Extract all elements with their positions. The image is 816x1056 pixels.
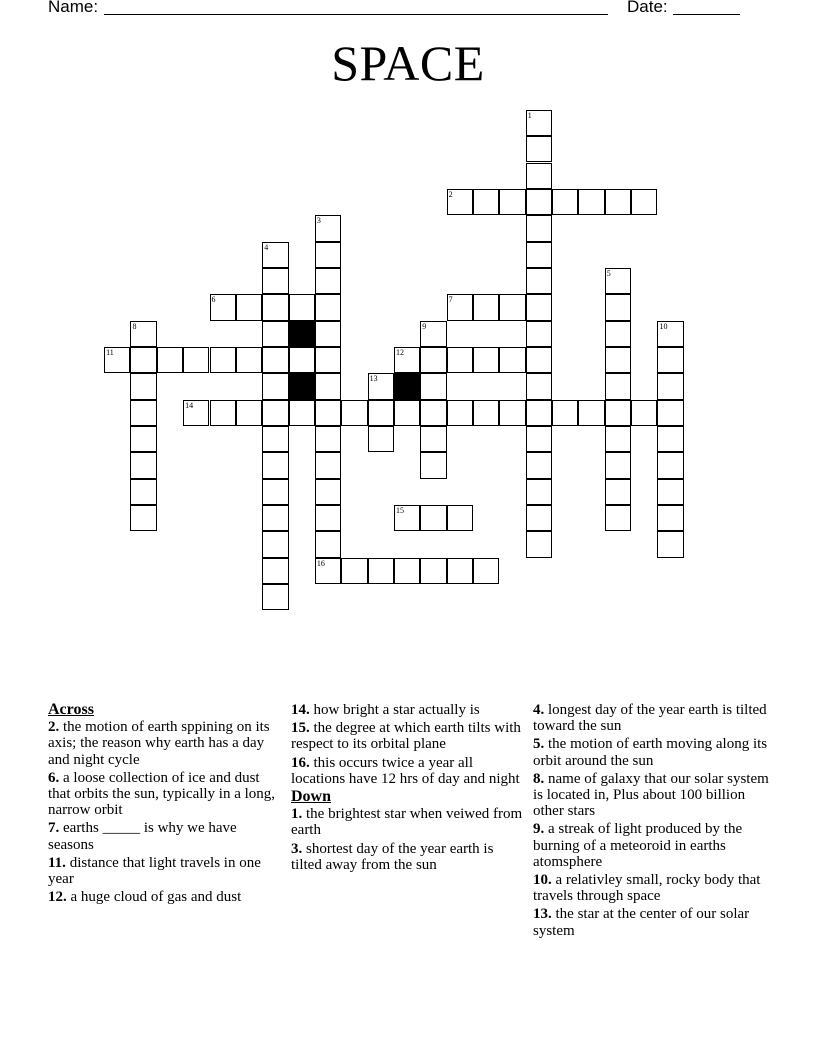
clue-item xyxy=(291,702,527,718)
crossword-cell[interactable] xyxy=(368,426,394,452)
crossword-cell[interactable] xyxy=(552,189,578,215)
clue-number: 10. xyxy=(533,872,552,889)
clue-number: 9 xyxy=(422,321,427,331)
crossword-cell[interactable] xyxy=(657,321,683,347)
clue-text: the degree at which earth tilts with respect to its orbital plane xyxy=(291,720,521,753)
black-square xyxy=(394,373,420,399)
crossword-cell[interactable] xyxy=(526,426,552,452)
clue-item xyxy=(48,820,284,852)
clue-item xyxy=(48,770,284,819)
crossword-cell[interactable] xyxy=(499,400,525,426)
crossword-cell[interactable] xyxy=(315,294,341,320)
clue-number: 5. xyxy=(533,736,545,753)
clue-item xyxy=(48,855,284,887)
clue-text: the brightest star when veiwed from earth xyxy=(291,806,523,839)
clue-item xyxy=(533,736,769,768)
crossword-cell[interactable] xyxy=(130,321,156,347)
crossword-cell[interactable] xyxy=(473,400,499,426)
crossword-cell[interactable] xyxy=(447,400,473,426)
crossword-cell[interactable] xyxy=(236,294,262,320)
crossword-cell[interactable] xyxy=(473,558,499,584)
crossword-cell[interactable] xyxy=(315,531,341,557)
crossword-cell[interactable] xyxy=(262,400,288,426)
clue-number: 6. xyxy=(48,769,60,786)
crossword-cell[interactable] xyxy=(130,452,156,478)
crossword-cell[interactable] xyxy=(499,294,525,320)
crossword-cell[interactable] xyxy=(657,531,683,557)
crossword-cell[interactable] xyxy=(262,294,288,320)
crossword-cell[interactable] xyxy=(262,268,288,294)
crossword-cell[interactable] xyxy=(262,426,288,452)
crossword-cell[interactable] xyxy=(420,452,446,478)
crossword-cell[interactable] xyxy=(447,505,473,531)
clue-item xyxy=(533,771,769,820)
crossword-cell[interactable] xyxy=(526,373,552,399)
clue-number: 14 xyxy=(185,400,194,410)
clue-number: 1 xyxy=(527,110,532,120)
crossword-cell[interactable] xyxy=(130,373,156,399)
crossword-cell[interactable] xyxy=(210,294,236,320)
crossword-cell[interactable] xyxy=(368,400,394,426)
clue-number: 5 xyxy=(606,268,611,278)
crossword-cell[interactable] xyxy=(631,400,657,426)
crossword-cell[interactable] xyxy=(315,321,341,347)
clue-number: 7. xyxy=(48,820,60,837)
crossword-cell[interactable] xyxy=(526,452,552,478)
clue-text: how bright a star actually is xyxy=(309,702,480,718)
crossword-cell[interactable] xyxy=(605,294,631,320)
crossword-cell[interactable] xyxy=(210,400,236,426)
crossword-cell[interactable] xyxy=(526,163,552,189)
crossword-cell[interactable] xyxy=(130,347,156,373)
crossword-cell[interactable] xyxy=(657,373,683,399)
crossword-cell[interactable] xyxy=(657,479,683,505)
clue-number: 9. xyxy=(533,821,545,838)
crossword-cell[interactable] xyxy=(605,189,631,215)
crossword-cell[interactable] xyxy=(315,373,341,399)
clue-number: 13. xyxy=(533,906,552,923)
crossword-cell[interactable] xyxy=(420,505,446,531)
clue-item xyxy=(291,806,527,838)
clue-text: distance that light travels in one year xyxy=(48,854,261,888)
crossword-cell[interactable] xyxy=(657,400,683,426)
crossword-cell[interactable] xyxy=(578,189,604,215)
crossword-cell[interactable] xyxy=(104,347,130,373)
clue-item xyxy=(48,719,284,768)
crossword-cell[interactable] xyxy=(605,268,631,294)
crossword-cell[interactable] xyxy=(368,373,394,399)
crossword-cell[interactable] xyxy=(210,347,236,373)
crossword-cell[interactable] xyxy=(657,347,683,373)
crossword-cell[interactable] xyxy=(526,531,552,557)
crossword-cell[interactable] xyxy=(552,400,578,426)
clue-text: a loose collection of ice and dust that orbits the sun, typically in a long, narrow orbit xyxy=(48,769,276,819)
crossword-cell[interactable] xyxy=(526,189,552,215)
clue-number: 3. xyxy=(291,840,303,857)
crossword-cell[interactable] xyxy=(262,531,288,557)
crossword-cell[interactable] xyxy=(262,321,288,347)
crossword-cell[interactable] xyxy=(657,426,683,452)
clue-number: 15. xyxy=(291,720,310,737)
crossword-cell[interactable] xyxy=(315,215,341,241)
clue-number: 4. xyxy=(533,702,545,718)
across-heading: Across xyxy=(48,701,94,718)
clue-item xyxy=(533,872,769,904)
crossword-cell[interactable] xyxy=(236,400,262,426)
crossword-cell[interactable] xyxy=(315,452,341,478)
crossword-cell[interactable] xyxy=(499,347,525,373)
crossword-cell[interactable] xyxy=(605,373,631,399)
crossword-cell[interactable] xyxy=(130,505,156,531)
clue-number: 11. xyxy=(48,854,66,871)
clue-number: 13 xyxy=(369,374,378,384)
down-heading: Down xyxy=(291,788,332,806)
clue-text: the star at the center of our solar system xyxy=(533,906,750,939)
crossword-cell[interactable] xyxy=(631,189,657,215)
crossword-cell[interactable] xyxy=(526,505,552,531)
crossword-cell[interactable] xyxy=(447,294,473,320)
crossword-cell[interactable] xyxy=(420,373,446,399)
crossword-cell[interactable] xyxy=(420,400,446,426)
clue-number: 16. xyxy=(291,754,310,771)
black-square xyxy=(289,321,315,347)
crossword-cell[interactable] xyxy=(605,505,631,531)
crossword-cell[interactable] xyxy=(605,400,631,426)
crossword-cell[interactable] xyxy=(526,294,552,320)
clue-text: a relativley small, rocky body that travels through space xyxy=(533,872,761,905)
date-label: Date: xyxy=(627,0,668,16)
crossword-cell[interactable] xyxy=(289,294,315,320)
crossword-cell[interactable] xyxy=(289,347,315,373)
clue-column-1 xyxy=(48,702,284,907)
crossword-cell[interactable] xyxy=(473,347,499,373)
crossword-cell[interactable] xyxy=(130,479,156,505)
crossword-cell[interactable] xyxy=(605,426,631,452)
page-title: SPACE xyxy=(331,35,485,91)
clue-number: 12. xyxy=(48,889,67,906)
crossword-cell[interactable] xyxy=(420,347,446,373)
black-square xyxy=(289,373,315,399)
crossword-cell[interactable] xyxy=(526,242,552,268)
clue-text: a huge cloud of gas and dust xyxy=(66,889,242,906)
crossword-cell[interactable] xyxy=(526,321,552,347)
crossword-cell[interactable] xyxy=(526,347,552,373)
crossword-cell[interactable] xyxy=(420,321,446,347)
clue-item xyxy=(533,702,769,734)
crossword-cell[interactable] xyxy=(473,294,499,320)
clue-text: longest day of the year earth is tilted toward the sun xyxy=(533,702,767,735)
crossword-cell[interactable] xyxy=(473,189,499,215)
clue-number: 10 xyxy=(659,321,668,331)
crossword-cell[interactable] xyxy=(526,110,552,136)
crossword-cell[interactable] xyxy=(368,558,394,584)
clue-text: earths _____ is why we have seasons xyxy=(48,820,237,853)
crossword-cell[interactable] xyxy=(262,347,288,373)
crossword-cell[interactable] xyxy=(394,505,420,531)
crossword-cell[interactable] xyxy=(183,347,209,373)
clue-number: 16 xyxy=(316,558,325,568)
crossword-cell[interactable] xyxy=(157,347,183,373)
clue-number: 12 xyxy=(395,347,404,357)
crossword-cell[interactable] xyxy=(447,558,473,584)
crossword-cell[interactable] xyxy=(394,400,420,426)
crossword-cell[interactable] xyxy=(394,558,420,584)
clue-text: the motion of earth moving along its orbit around the sun xyxy=(533,736,768,769)
crossword-cell[interactable] xyxy=(315,505,341,531)
crossword-cell[interactable] xyxy=(605,479,631,505)
crossword-cell[interactable] xyxy=(420,558,446,584)
crossword-cell[interactable] xyxy=(315,558,341,584)
crossword-cell[interactable] xyxy=(657,452,683,478)
crossword-cell[interactable] xyxy=(526,215,552,241)
clue-number: 7 xyxy=(448,295,453,305)
crossword-cell[interactable] xyxy=(605,347,631,373)
clue-item xyxy=(533,821,769,870)
crossword-cell[interactable] xyxy=(262,584,288,610)
crossword-cell[interactable] xyxy=(262,505,288,531)
clue-number: 6 xyxy=(211,295,216,305)
clue-text: this occurs twice a year all locations have 12 hrs of day and night xyxy=(291,754,520,787)
crossword-cell[interactable] xyxy=(315,347,341,373)
crossword-cell[interactable] xyxy=(315,426,341,452)
clue-text: shortest day of the year earth is tilted away from the sun xyxy=(291,840,494,873)
clue-number: 3 xyxy=(316,216,321,226)
crossword-cell[interactable] xyxy=(262,452,288,478)
crossword-cell[interactable] xyxy=(183,400,209,426)
crossword-cell[interactable] xyxy=(130,426,156,452)
clue-number: 8 xyxy=(132,321,137,331)
crossword-cell[interactable] xyxy=(447,189,473,215)
crossword-cell[interactable] xyxy=(605,452,631,478)
crossword-cell[interactable] xyxy=(526,479,552,505)
crossword-cell[interactable] xyxy=(130,400,156,426)
crossword-cell[interactable] xyxy=(499,189,525,215)
clue-number: 4 xyxy=(264,242,269,252)
crossword-cell[interactable] xyxy=(315,242,341,268)
crossword-cell[interactable] xyxy=(420,426,446,452)
crossword-cell[interactable] xyxy=(394,347,420,373)
clue-text: the motion of earth sppining on its axis; the reason why earth has a day and night cycle xyxy=(48,719,270,768)
clue-column-2 xyxy=(291,702,527,875)
crossword-cell[interactable] xyxy=(657,505,683,531)
crossword-cell[interactable] xyxy=(262,558,288,584)
crossword-cell[interactable] xyxy=(315,479,341,505)
crossword-cell[interactable] xyxy=(605,321,631,347)
clue-number: 2 xyxy=(448,189,453,199)
clue-item xyxy=(291,755,527,787)
clue-column-3 xyxy=(533,702,769,941)
crossword-cell[interactable] xyxy=(341,558,367,584)
clue-number: 1. xyxy=(291,806,303,823)
clue-number: 11 xyxy=(106,347,114,357)
clue-number: 8. xyxy=(533,770,545,787)
clue-number: 15 xyxy=(395,506,404,516)
crossword-cell[interactable] xyxy=(262,373,288,399)
crossword-cell[interactable] xyxy=(289,400,315,426)
crossword-cell[interactable] xyxy=(236,347,262,373)
clue-item xyxy=(291,720,527,752)
crossword-cell[interactable] xyxy=(262,479,288,505)
crossword-cell[interactable] xyxy=(315,400,341,426)
crossword-cell[interactable] xyxy=(526,268,552,294)
crossword-cell[interactable] xyxy=(526,400,552,426)
name-label: Name: xyxy=(48,0,99,16)
crossword-cell[interactable] xyxy=(447,347,473,373)
clue-item xyxy=(48,889,284,905)
crossword-cell[interactable] xyxy=(315,268,341,294)
clue-number: 14. xyxy=(291,702,310,718)
crossword-cell[interactable] xyxy=(341,400,367,426)
clue-item xyxy=(533,906,769,938)
clue-item xyxy=(291,841,527,873)
crossword-cell[interactable] xyxy=(578,400,604,426)
clue-text: name of galaxy that our solar system is located in, Plus about 100 billion other stars xyxy=(533,770,769,820)
clue-text: a streak of light produced by the burning of a meteoroid in earths atomsphere xyxy=(533,821,743,870)
crossword-cell[interactable] xyxy=(526,136,552,162)
clue-number: 2. xyxy=(48,719,60,736)
crossword-cell[interactable] xyxy=(262,242,288,268)
